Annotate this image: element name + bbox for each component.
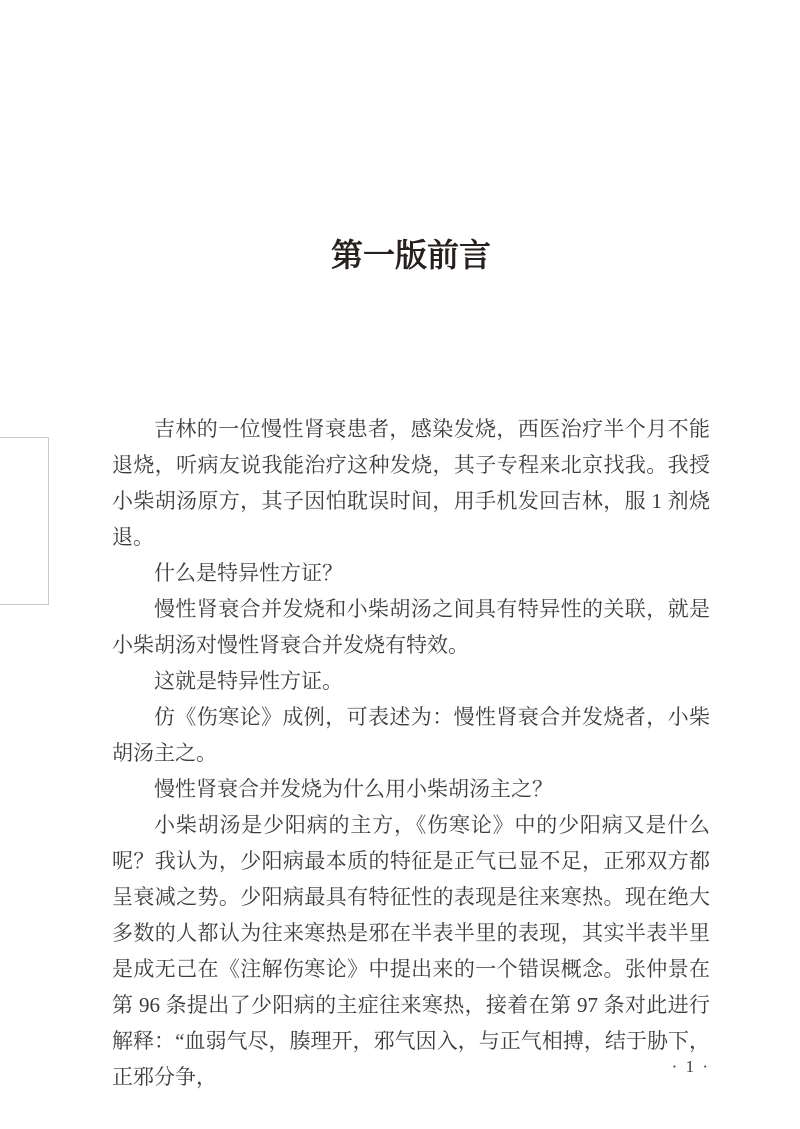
body-paragraph: 小柴胡汤是少阳病的主方，《伤寒论》中的少阳病又是什么呢？我认为，少阳病最本质的特征是正气已显不足，正邪双方都呈衰减之势。少阳病最具有特征性的表现是往来寒热。现在绝大多数的人都认为往来寒热是邪在半表半里的表现，其实半表半里是成无己在《注解伤寒论》中提出来的一个错误概念。张仲景在第 96 条提出了少阳病的主症往来寒热，接着在第 97 条对此进行解释：“血弱气尽，腠理开，邪气因入，与正气相搏，结于胁下，正邪分争， (112, 813, 710, 1089)
body-paragraph: 慢性肾衰合并发烧和小柴胡汤之间具有特异性的关联，就是小柴胡汤对慢性肾衰合并发烧有特效。 (112, 597, 710, 657)
body-paragraph: 这就是特异性方证。 (154, 669, 343, 693)
left-margin-marker-box (0, 437, 49, 605)
body-text (112, 411, 710, 1095)
page-title: 第一版前言 (330, 237, 491, 273)
body-paragraph: 吉林的一位慢性肾衰患者，感染发烧，西医治疗半个月不能退烧，听病友说我能治疗这种发烧，其子专程来北京找我。我授小柴胡汤原方，其子因怕耽误时间，用手机发回吉林，服 1 剂烧退。 (112, 417, 710, 549)
body-paragraph: 仿《伤寒论》成例，可表述为：慢性肾衰合并发烧者，小柴胡汤主之。 (112, 705, 710, 765)
page-number: · 1 · (671, 1057, 710, 1076)
body-paragraph: 什么是特异性方证？ (154, 561, 343, 585)
body-paragraph: 慢性肾衰合并发烧为什么用小柴胡汤主之？ (154, 777, 553, 801)
